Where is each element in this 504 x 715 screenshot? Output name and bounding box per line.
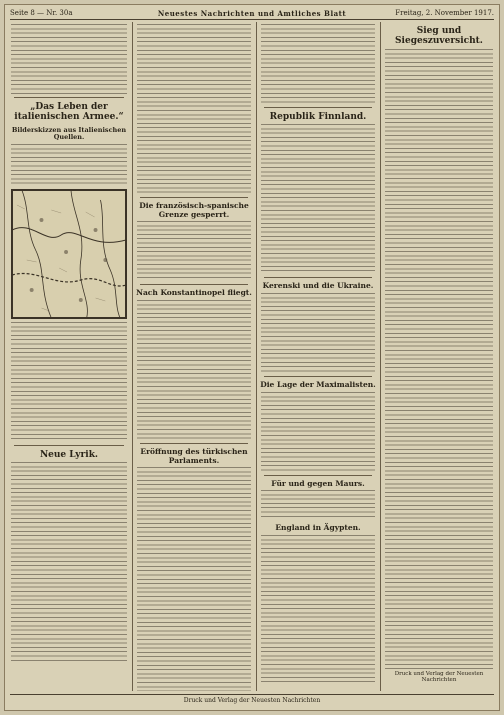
page-footer [10,694,494,707]
column-rule [380,22,381,691]
article-body [11,144,127,186]
article-heading: Die Lage der Maximalisten. [260,379,376,389]
masthead [10,8,494,20]
article-body [137,467,251,691]
column-3 [258,22,378,691]
article-heading: Neue Lyrik. [39,449,99,460]
article-heading: Die französisch-spanische Grenze gesperrt. [139,201,249,219]
map-illustration [11,189,127,319]
divider [264,277,372,278]
article-body [11,24,127,94]
column-rule [256,22,257,691]
article-heading: Nach Konstantinopel fliegt. [136,288,252,298]
article-body [261,392,375,472]
page-number: Seite 8 — Nr. 30a [10,9,73,17]
article-body [137,24,251,194]
article-body [261,535,375,685]
article-body [11,462,127,662]
column-1 [8,22,130,691]
newspaper-title: Neuestes Nachrichten und Amtliches Blatt [157,9,347,18]
article-body [261,490,375,520]
divider [140,197,248,198]
divider [14,445,124,446]
article-body [11,322,127,442]
column-4 [382,22,496,691]
divider [140,443,248,444]
divider [264,475,372,476]
map-graphic [12,190,126,318]
divider [264,107,372,108]
column-rule [132,22,133,691]
article-heading: Republik Finnland. [269,112,367,122]
article-heading: Sieg und Siegeszuversicht. [395,26,483,47]
article-body [137,221,251,281]
article-subheading: Bilderskizzen aus Italienischen Quellen. [11,125,127,142]
divider [264,376,372,377]
article-body [261,293,375,373]
article-heading: England in Ägypten. [275,523,361,533]
article-body [137,300,251,440]
article-heading: Kerenski und die Ukraine. [262,281,374,291]
issue-date: Freitag, 2. November 1917. [395,9,494,17]
article-body [385,49,493,669]
article-body [261,24,375,104]
article-body [261,124,375,274]
article-heading: Für und gegen Maurs. [271,478,365,488]
article-heading: „Das Leben der italienischen Armee.“ [14,102,124,123]
imprint: Druck und Verlag der Neuesten Nachrichten [394,670,484,683]
article-heading: Eröffnung des türkischen Parlaments. [140,446,248,465]
column-2 [134,22,254,691]
footer-text: Druck und Verlag der Neuesten Nachrichten [183,697,321,704]
newspaper-page [4,4,500,711]
divider [140,284,248,285]
divider [14,97,124,98]
